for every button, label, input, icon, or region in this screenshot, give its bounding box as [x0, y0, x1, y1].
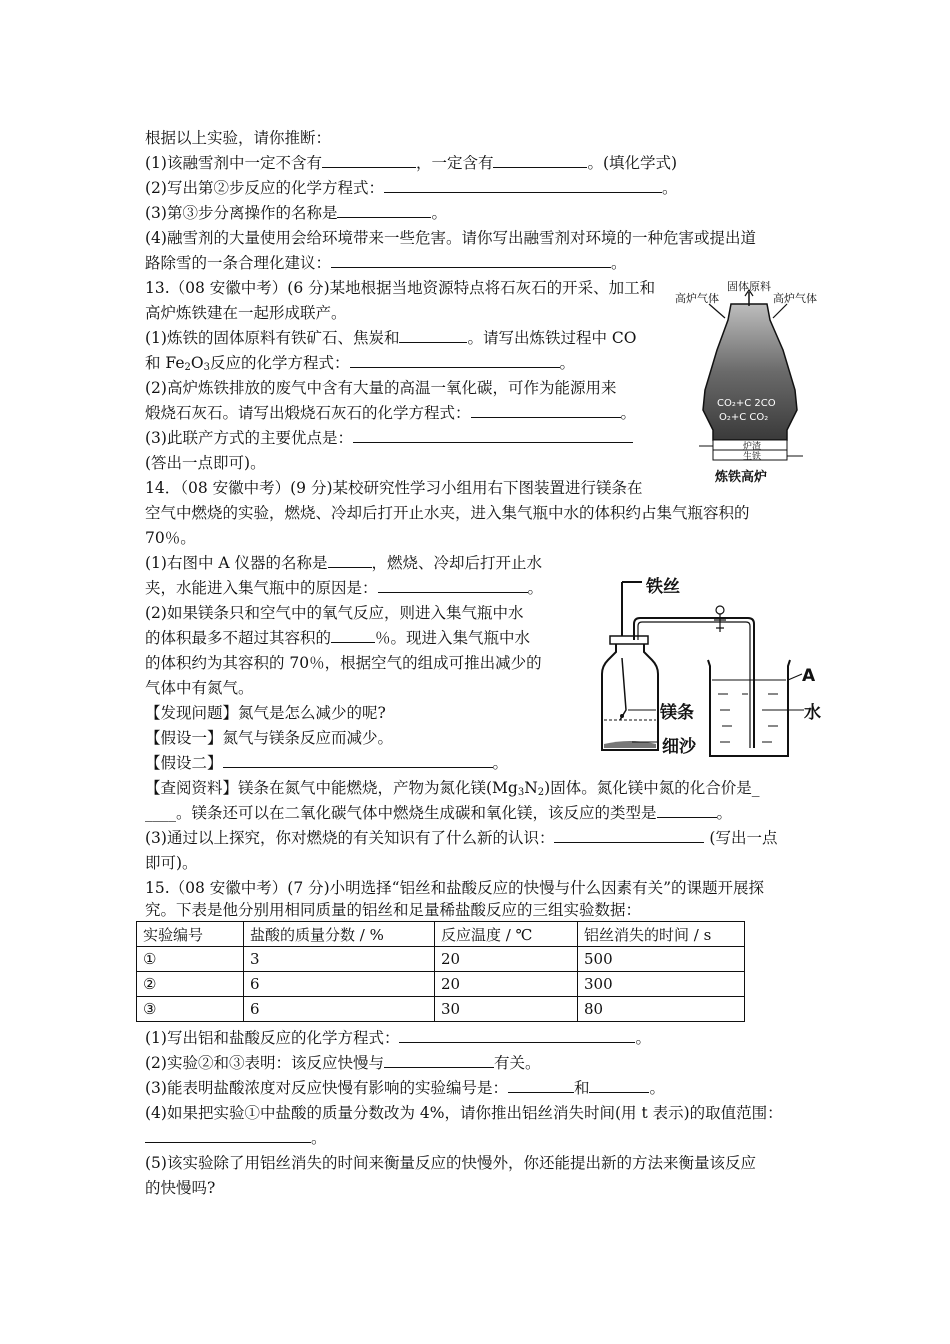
label-a: A	[802, 666, 816, 686]
table-cell: 500	[578, 947, 745, 972]
q15-part3	[145, 1078, 665, 1098]
q15-p1-text-b: 。	[635, 1029, 651, 1047]
q14-ref2-text-a: ____。镁条还可以在二氧化碳气体中燃烧生成碳和氧化镁，该反应的类型是	[145, 804, 657, 822]
q14-p1-text-c: 夹，水能进入集气瓶中的原因是：	[145, 579, 378, 597]
q14-reference-cont	[145, 803, 732, 823]
table-row	[137, 972, 745, 997]
label-iron-wire: 铁丝	[646, 577, 680, 597]
q14-hyp2-text-a: 【假设二】	[145, 754, 223, 772]
q14-blank-2[interactable]	[378, 578, 528, 593]
blast-furnace-figure	[675, 280, 825, 490]
q12-blank-2[interactable]	[493, 153, 587, 168]
table-row	[137, 947, 745, 972]
q14-p2-text-b: 的体积最多不超过其容积的	[145, 629, 332, 647]
table-header-cell: 铝丝消失的时间 / s	[578, 922, 745, 947]
intro-text: 根据以上实验，请你推断：	[145, 129, 332, 147]
q14-hyp2-text-b: 。	[492, 754, 509, 772]
q12-blank-4[interactable]	[337, 203, 431, 218]
q12-p1-text-a: (1)该融雪剂中一定不含有	[145, 154, 322, 172]
q15-blank-4[interactable]	[589, 1078, 649, 1093]
table-header-cell: 实验编号	[137, 922, 244, 947]
q12-part3	[145, 203, 447, 223]
q12-p3-text-a: (3)第③步分离操作的名称是	[145, 204, 338, 222]
experiment-table	[136, 921, 745, 1022]
q12-p1-text-b: ，一定含有	[415, 154, 494, 172]
q15-part5: (5)该实验除了用铝丝消失的时间来衡量反应的快慢外，你还能提出新的方法来衡量该反应	[145, 1154, 756, 1172]
q12-part2	[145, 178, 677, 198]
q15-blank-3[interactable]	[508, 1078, 574, 1093]
q13-part2-cont	[145, 403, 636, 423]
q14-part1-cont	[145, 578, 543, 598]
q12-part4-cont	[145, 253, 627, 273]
furnace-caption: 炼铁高炉	[715, 470, 768, 485]
q14-ref-text-b: N	[524, 779, 538, 797]
furnace-eq-1: CO₂+C 2CO	[717, 398, 776, 409]
table-row	[137, 997, 745, 1022]
furnace-iron-label: 生铁	[743, 452, 762, 462]
q14-part2-cont	[145, 628, 530, 648]
q13-p1-text-c-a: 和 Fe	[145, 354, 185, 372]
q15-part4: (4)如果把实验①中盐酸的质量分数改为 4%，请你推出铝丝消失时间(用 t 表示)的取值范围：	[145, 1104, 783, 1122]
table-cell: 6	[244, 972, 435, 997]
q12-p2-text-b: 。	[661, 179, 678, 197]
table-header-cell: 盐酸的质量分数 / %	[244, 922, 435, 947]
q14-p1-text-d: 。	[527, 579, 544, 597]
q13-blank-2[interactable]	[350, 353, 560, 368]
q12-p4-text-c: 。	[611, 254, 627, 272]
q13-blank-4[interactable]	[353, 428, 633, 443]
table-cell: 3	[244, 947, 435, 972]
q14-header-1: 14．（08 安徽中考）(9 分)某校研究性学习小组用右下图装置进行镁条在	[145, 479, 643, 497]
q13-part3	[145, 428, 633, 448]
q15-p4-text-b: 。	[311, 1129, 327, 1147]
q13-part1-cont	[145, 353, 575, 373]
q14-ref-text-a: 【查阅资料】镁条在氮气中能燃烧，产物为氮化镁(Mg	[145, 779, 518, 797]
magnesium-apparatus-figure	[592, 570, 832, 770]
q15-p2-text-b: 有关。	[493, 1054, 541, 1072]
furnace-slag-label: 炉渣	[743, 442, 762, 452]
q14-ref-text-c: )固体。氮化镁中氮的化合价是_	[544, 779, 760, 797]
q13-p1-sub-3: 3	[203, 362, 210, 373]
q12-part4: (4)融雪剂的大量使用会给环境带来一些危害。请你写出融雪剂对环境的一种危害或提出道	[145, 229, 756, 247]
q13-p1-text-c-d: 。	[559, 354, 576, 372]
q14-blank-6[interactable]	[554, 828, 704, 843]
q15-part2	[145, 1053, 540, 1073]
q15-p1-text-a: (1)写出铝和盐酸反应的化学方程式：	[145, 1029, 400, 1047]
q15-header-1: 15.（08 安徽中考）(7 分)小明选择“铝丝和盐酸反应的快慢与什么因素有关”的课题开展探	[145, 879, 765, 897]
q12-p4-text-b: 路除雪的一条合理化建议：	[145, 254, 332, 272]
q14-p3-text-a: (3)通过以上探究，你对燃烧的有关知识有了什么新的认识：	[145, 829, 555, 847]
table-cell: 30	[435, 997, 578, 1022]
q14-ref-sub-2: 2	[537, 787, 545, 798]
furnace-right-label: 高炉气体	[773, 292, 817, 305]
q14-blank-3[interactable]	[331, 628, 375, 643]
q14-blank-5[interactable]	[657, 803, 717, 818]
q13-part3-cont: (答出一点即可)。	[145, 454, 266, 472]
table-cell: ①	[137, 947, 244, 972]
q14-p1-text-b: ，燃烧、冷却后打开止水	[371, 554, 543, 572]
q15-part1	[145, 1028, 651, 1048]
q15-blank-5[interactable]	[145, 1128, 311, 1143]
q13-blank-3[interactable]	[471, 403, 621, 418]
q15-blank-1[interactable]	[399, 1028, 635, 1043]
q12-blank-3[interactable]	[384, 178, 662, 193]
q14-ref-sub-3: 3	[517, 787, 525, 798]
q15-p3-text-c: 。	[649, 1079, 665, 1097]
q14-hypothesis-1: 【假设一】氮气与镁条反应而减少。	[145, 729, 394, 747]
q13-header-1: 13.（08 安徽中考）(6 分)某地根据当地资源特点将石灰石的开采、加工和	[145, 279, 656, 297]
q12-blank-5[interactable]	[331, 253, 611, 268]
q14-hypothesis-2	[145, 753, 508, 773]
q12-p2-text-a: (2)写出第②步反应的化学方程式：	[145, 179, 384, 197]
q14-header-3: 70％。	[145, 529, 196, 547]
q14-part3-cont: 即可)。	[145, 854, 198, 872]
q12-part1	[145, 153, 677, 173]
q14-find-problem: 【发现问题】氮气是怎么减少的呢?	[145, 704, 386, 722]
q13-part2: (2)高炉炼铁排放的废气中含有大量的高温一氧化碳，可作为能源用来	[145, 379, 617, 397]
q13-p1-text-b: 。请写出炼铁过程中 CO	[467, 329, 637, 347]
q14-part1	[145, 553, 542, 573]
label-sand: 细沙	[662, 737, 696, 757]
q13-blank-1[interactable]	[399, 328, 467, 343]
q13-p2-text-c: 。	[620, 404, 637, 422]
table-cell: ②	[137, 972, 244, 997]
q14-ref2-text-b: 。	[716, 804, 733, 822]
q15-blank-2[interactable]	[384, 1053, 494, 1068]
table-header-cell: 反应温度 / ℃	[435, 922, 578, 947]
table-cell: 6	[244, 997, 435, 1022]
label-water: 水	[804, 703, 821, 723]
q14-p3-text-b: (写出一点	[704, 829, 778, 847]
q13-header-2: 高炉炼铁建在一起形成联产。	[145, 304, 347, 322]
q13-p1-sub-2: 2	[184, 362, 191, 373]
q13-p1-text-a: (1)炼铁的固体原料有铁矿石、焦炭和	[145, 329, 400, 347]
q12-blank-1[interactable]	[322, 153, 416, 168]
q14-p2-text-c: ％。现进入集气瓶中水	[375, 629, 531, 647]
table-cell: 20	[435, 972, 578, 997]
q15-p3-text-b: 和	[573, 1079, 590, 1097]
q14-part3	[145, 828, 777, 848]
table-cell: ③	[137, 997, 244, 1022]
q14-blank-1[interactable]	[328, 553, 372, 568]
table-cell: 80	[578, 997, 745, 1022]
q14-part2-cont3: 气体中有氮气。	[145, 679, 254, 697]
q13-p1-text-c-b: O	[190, 354, 204, 372]
q14-blank-4[interactable]	[223, 753, 493, 768]
q12-p1-text-c: 。(填化学式)	[587, 154, 678, 172]
table-cell: 300	[578, 972, 745, 997]
q15-p2-text-a: (2)实验②和③表明：该反应快慢与	[145, 1054, 384, 1072]
table-cell: 20	[435, 947, 578, 972]
furnace-left-label: 高炉气体	[675, 292, 719, 305]
furnace-top-label: 固体原料	[727, 280, 771, 293]
q15-p3-text-a: (3)能表明盐酸浓度对反应快慢有影响的实验编号是：	[145, 1079, 508, 1097]
q15-header-2: 究。下表是他分别用相同质量的铝丝和足量稀盐酸反应的三组实验数据：	[145, 901, 642, 919]
q13-p2-text-b: 煅烧石灰石。请写出煅烧石灰石的化学方程式：	[145, 404, 471, 422]
label-mg-strip: 镁条	[660, 703, 694, 723]
q14-p1-text-a: (1)右图中 A 仪器的名称是	[145, 554, 328, 572]
q14-header-2: 空气中燃烧的实验，燃烧、冷却后打开止水夹，进入集气瓶中水的体积约占集气瓶容积的	[145, 504, 750, 522]
q14-part2: (2)如果镁条只和空气中的氧气反应，则进入集气瓶中水	[145, 604, 524, 622]
furnace-eq-2: O₂+C CO₂	[719, 412, 769, 423]
q13-part1	[145, 328, 636, 348]
q15-part5-cont: 的快慢吗?	[145, 1179, 216, 1197]
q14-part2-cont2: 的体积约为其容积的 70％，根据空气的组成可推出减少的	[145, 654, 542, 672]
q13-p3-text-a: (3)此联产方式的主要优点是：	[145, 429, 353, 447]
q12-p3-text-b: 。	[431, 204, 447, 222]
q13-p1-text-c-c: 反应的化学方程式：	[209, 354, 350, 372]
q14-reference	[145, 778, 759, 798]
table-header-row	[137, 922, 745, 947]
q15-part4-cont	[145, 1128, 327, 1148]
